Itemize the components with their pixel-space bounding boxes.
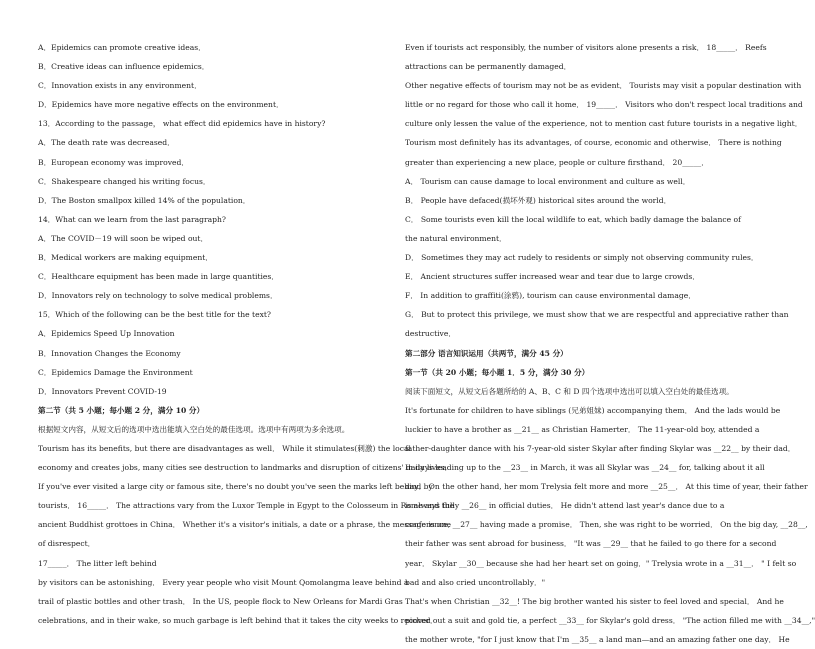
text-line: is always fully __26__ in official duties． He didn't attend last year's dance due to a [405,501,725,511]
text-line: B． People have defaced(损坏外观) historical sites around the world． [405,195,672,205]
text-line: A．Epidemics can promote creative ideas． [38,43,206,52]
text-line: destructive． [405,329,456,339]
text-line: That's when Christian __32__! The big brother wanted his sister to feel loved and special． And he [405,596,784,606]
text-line: attractions can be permanently damaged． [405,62,572,72]
text-line: culture only lessen the value of the experience, not to mention cast future tourists in a negative light． [405,119,803,129]
text-line: D．Innovators Prevent COVID-19 [38,386,167,396]
text-line: In days leading up to the __23__ in March, it was all Skylar was __24__ for, talking about it all [405,463,765,473]
text-line: A． Tourism can cause damage to local environment and culture as well． [405,176,691,186]
text-line: trail of plastic bottles and other trash． In the US, people flock to New Orleans for Mardi Gras [38,596,403,606]
text-line: day． On the other hand, her mom Trelysia felt more and more __25__． At this time of year, their father [405,482,808,492]
text-line: their father was sent abroad for business． "It was __29__ that he failed to go there for a second [405,539,777,549]
text-line: picked out a suit and gold tie, a perfect __33__ for Skylar's gold dress． "The action filled me with __34__," [405,615,815,625]
text-line: Tourism has its benefits, but there are disadvantages as well． While it stimulates(刺激) the local [38,443,411,453]
text-line: D．Epidemics have more negative effects on the environment． [38,100,284,110]
text-line: A．The death rate was decreased． [38,138,175,148]
text-line: Tourism most definitely has its advantages, of course, economic and otherwise． There is nothing [405,138,782,148]
text-line: greater than experiencing a new place, people or culture firsthand． 20_____． [405,157,709,167]
text-line: It's fortunate for children to have siblings (兄弟姐妹) accompanying them． And the lads would be [405,405,781,415]
text-line: C．Healthcare equipment has been made in large quantities． [38,272,279,282]
text-line: A．The COVID－19 will soon be wiped out． [38,233,209,243]
text-line: 第一节（共 20 小题；每小题 1．5 分，满分 30 分） [405,367,590,377]
text-line: father-daughter dance with his 7-year-old sister Skylar after finding Skylar was __22__ by their dad． [405,443,796,453]
text-line: the natural environment． [405,233,507,243]
text-line: G． But to protect this privilege, we must show that we are respectful and appreciative rather than [405,310,789,320]
text-line: C．Innovation exists in any environment． [38,81,202,91]
text-line: If you've ever visited a large city or famous site, there's no doubt you've seen the marks left behind by [38,482,433,492]
text-line: 15．Which of the following can be the best title for the text? [38,310,272,320]
text-line: C． Some tourists even kill the local wildlife to eat, which badly damage the balance of [405,214,741,224]
text-line: B．Medical workers are making equipment． [38,253,213,263]
text-line: by visitors can be astonishing． Every year people who visit Mount Qomolangma leave behind a [38,577,409,587]
text-line: 13．According to the passage， what effect did epidemics have in history? [38,119,326,129]
text-line: C．Epidemics Damage the Environment [38,367,193,377]
text-line: economy and creates jobs, many cities see destruction to landmarks and disruption of citizens' daily lives． [38,463,453,473]
text-line: 17_____． The litter left behind [38,558,157,568]
right-column [405,38,815,649]
text-line: conference, __27__ having made a promise． Then, she was right to be worried． On the big day, __28__, [405,520,808,530]
text-line: year． Skylar __30__ because she had her heart set on going．" Trelysia wrote in a __31__． " I felt so [405,558,797,568]
text-line: the mother wrote, "for I just know that I'm __35__ a land man—and an amazing father one day． He [405,634,790,644]
text-line: little or no regard for those who call it home． 19_____． Visitors who don't respect local traditions and [405,100,803,110]
text-line: ancient Buddhist grottoes in China． Whether it's a visitor's initials, a date or a phrase, the message is one [38,520,452,530]
text-line: E． Ancient structures suffer increased wear and tear due to large crowds． [405,272,700,282]
text-line: F． In addition to graffiti(涂鸦), tourism can cause environmental damage． [405,291,696,301]
text-line: tourists． 16_____． The attractions vary from the Luxor Temple in Egypt to the Colosseum in Rome and the [38,501,455,511]
text-line: C．Shakespeare changed his writing focus． [38,176,211,186]
text-line: luckier to have a brother as __21__ as Christian Hamerter． The 11-year-old boy, attended a [405,424,760,434]
text-line: Even if tourists act responsibly, the number of visitors alone presents a risk． 18_____． Reefs [405,43,767,52]
text-line: D．The Boston smallpox killed 14% of the population． [38,195,251,205]
text-line: D． Sometimes they may act rudely to residents or simply not observing community rules． [405,253,759,263]
text-line: 第二节（共 5 小题；每小题 2 分，满分 10 分） [38,405,205,415]
text-line: Other negative effects of tourism may not be as evident． Tourists may visit a popular destination with [405,81,802,91]
text-line: A．Epidemics Speed Up Innovation [38,329,175,339]
text-line: celebrations, and in their wake, so much garbage is left behind that it takes the city weeks to recover． [38,615,438,625]
text-line: 阅读下面短文，从短文后各题所给的 A、B、C 和 D 四个选项中选出可以填入空白处的最佳选项。 [405,386,734,396]
text-line: B．Creative ideas can influence epidemics． [38,62,210,72]
text-line: B．European economy was improved． [38,157,189,167]
text-line: 第二部分 语言知识运用（共两节，满分 45 分） [405,348,568,358]
text-line: bad and also cried uncontrollably．" [405,577,546,587]
text-line: of disrespect． [38,539,96,549]
text-line: 14．What can we learn from the last paragraph? [38,214,227,224]
text-line: B．Innovation Changes the Economy [38,348,181,358]
text-line: 根据短文内容，从短文后的选项中选出能填入空白处的最佳选项。选项中有两项为多余选项。 [38,424,350,434]
text-line: D．Innovators rely on technology to solve medical problems． [38,291,278,301]
